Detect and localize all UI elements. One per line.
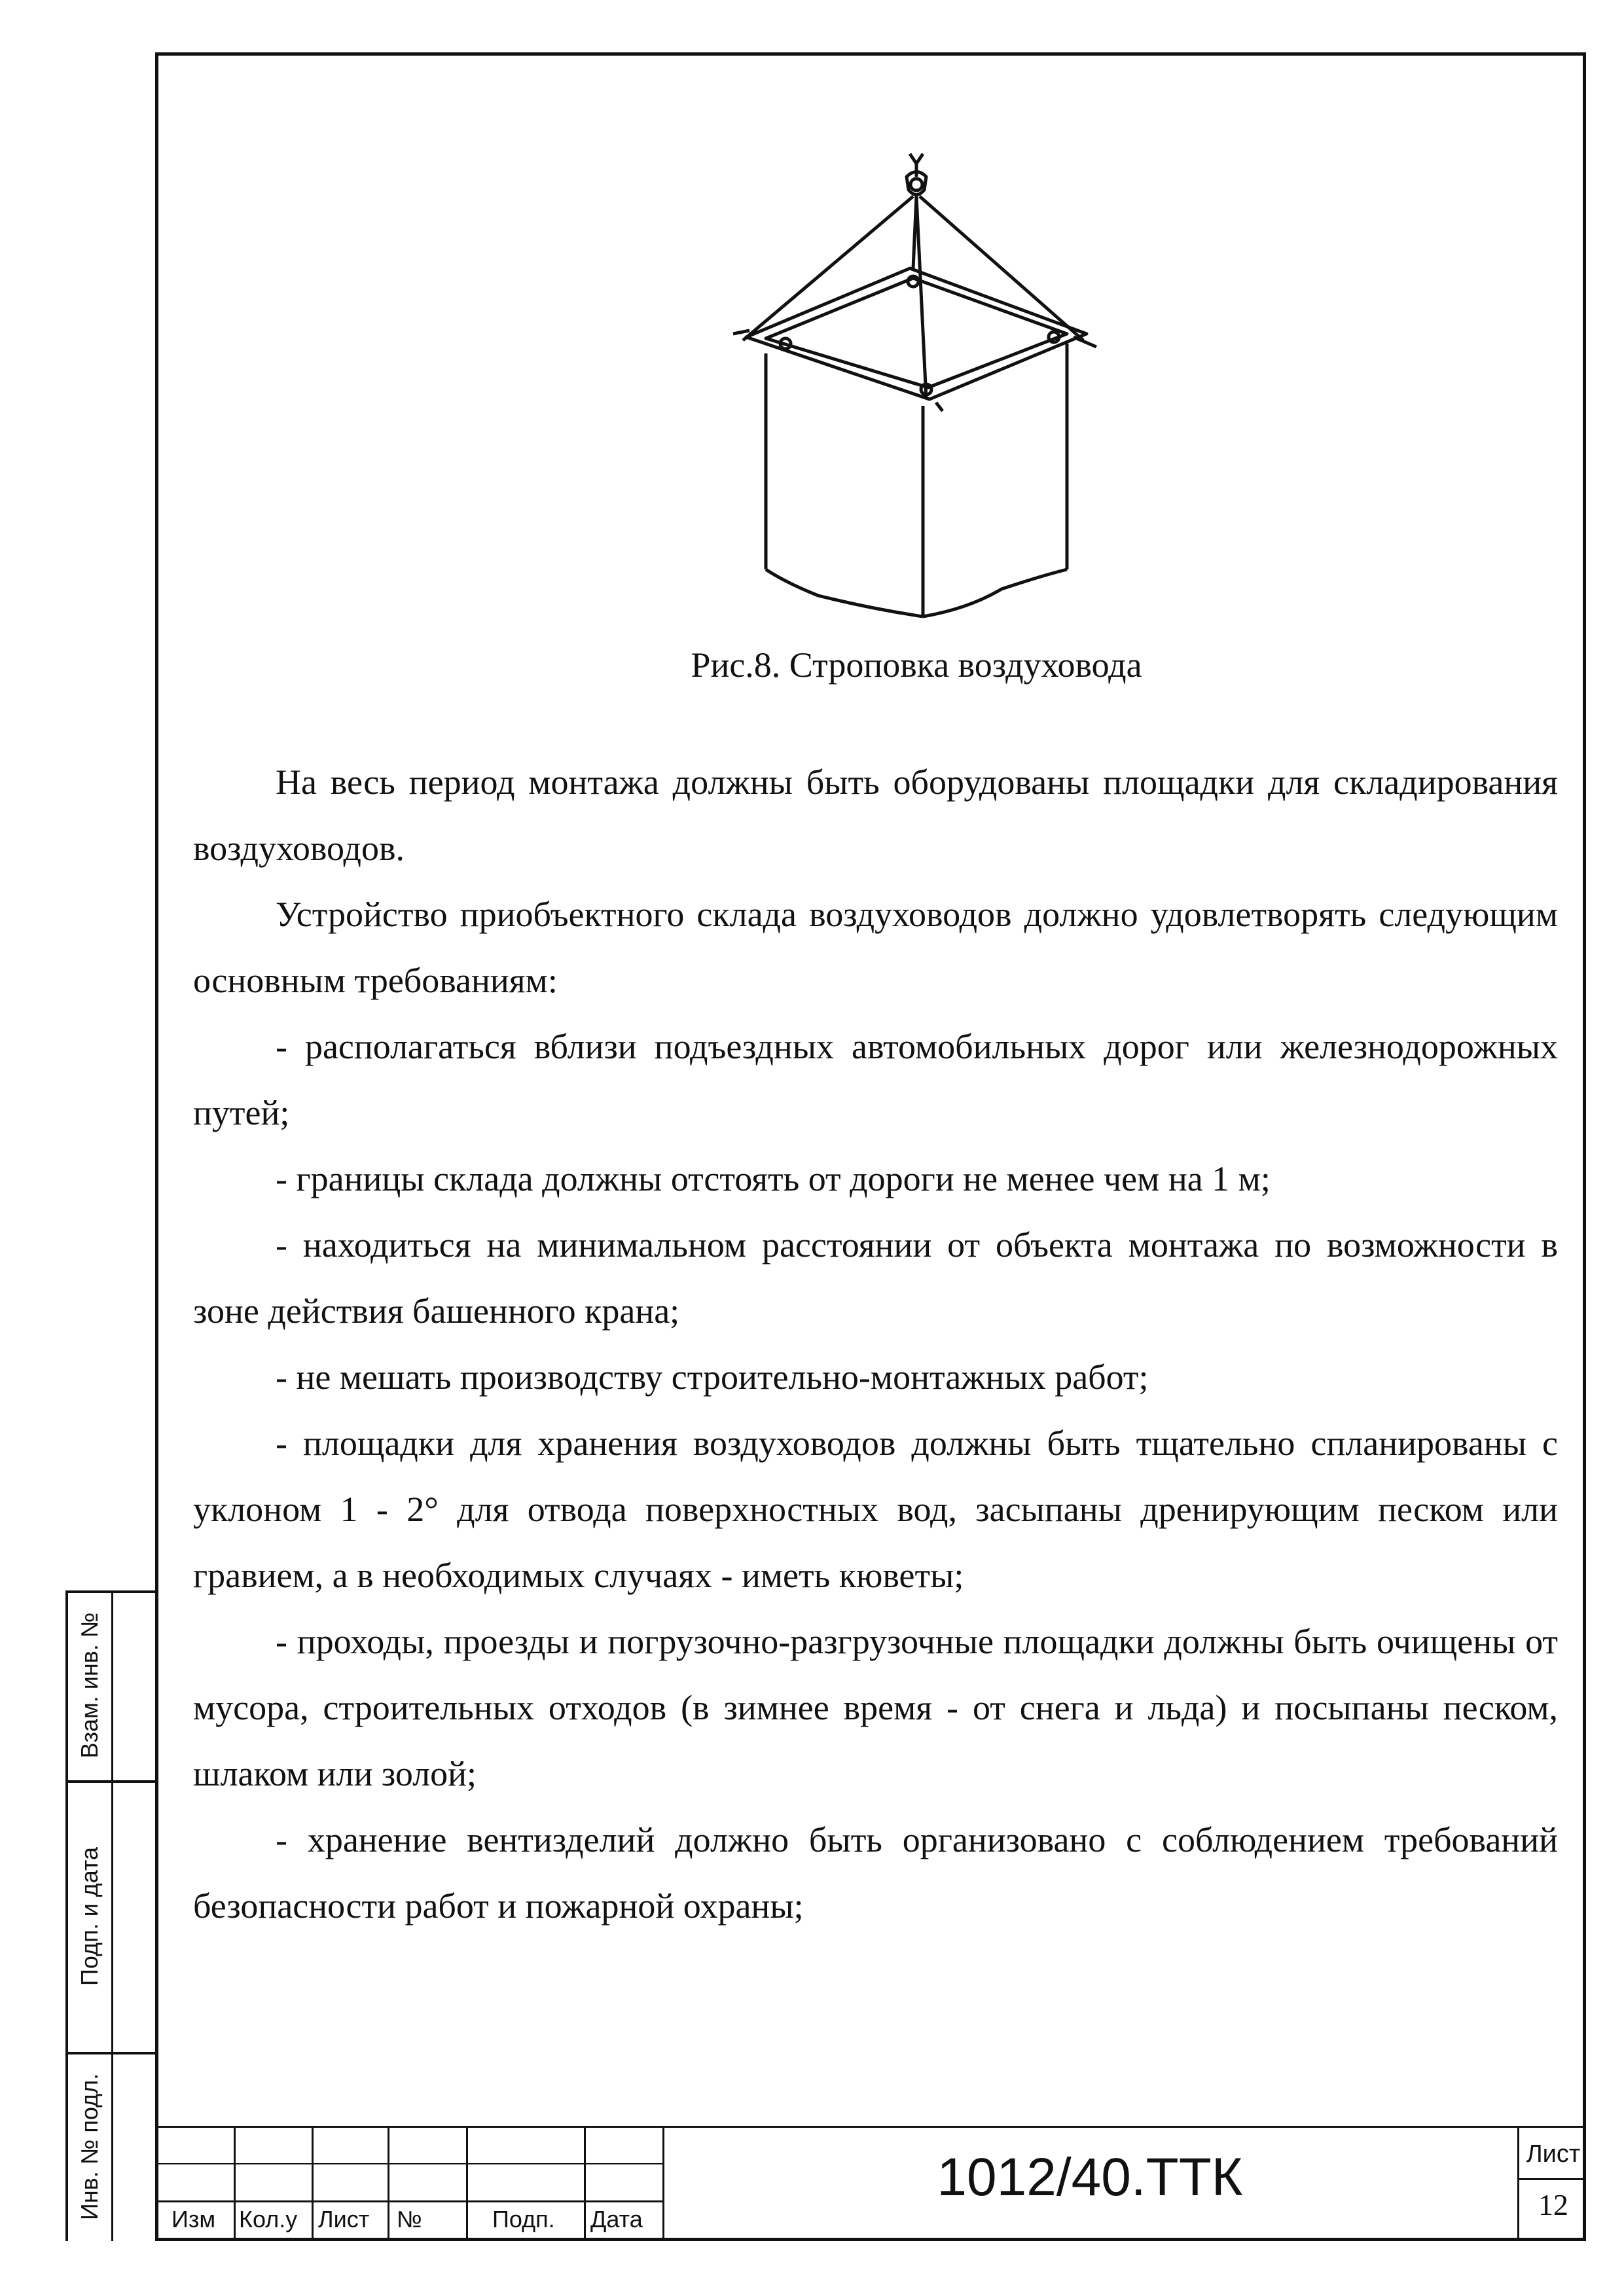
title-block-top-line (158, 2126, 1583, 2128)
paragraph: - не мешать производству строительно-монтажных работ; (276, 1357, 1149, 1397)
duct-slinging-drawing (720, 151, 1113, 622)
col-label-date: Дата (590, 2206, 643, 2233)
paragraph: Устройство приобъектного склада воздуховодов должно удовлетворять следующим основным требованиям: (193, 895, 1558, 1000)
sheet-label: Лист (1526, 2140, 1581, 2168)
document-code: 1012/40.ТТК (937, 2147, 1243, 2207)
title-block-col-line (234, 2126, 236, 2238)
paragraph: - площадки для хранения воздуховодов должны быть тщательно спланированы с уклоном 1 - 2° для отвода поверхностных вод, засыпаны дренирующим песком или гравием, а в необходимых случаях - иметь кюветы; (193, 1424, 1558, 1595)
title-block-col-line (584, 2126, 586, 2238)
col-label-sheet: Лист (318, 2206, 370, 2233)
col-label-change: Изм (171, 2206, 216, 2233)
side-label-replacement-inv: Взам. инв. № (76, 1612, 103, 1759)
title-block-sheet-line (1517, 2178, 1583, 2180)
title-block-col-line (662, 2126, 664, 2238)
col-label-quantity: Кол.у (239, 2206, 298, 2233)
paragraph: - располагаться вблизи подъездных автомобильных дорог или железнодорожных путей; (193, 1027, 1558, 1132)
paragraph: - хранение вентизделий должно быть организовано с соблюдением требований безопасности работ и пожарной охраны; (193, 1820, 1558, 1926)
side-stamp (65, 1590, 155, 2241)
figure-caption: Рис.8. Строповка воздуховода (691, 645, 1142, 685)
title-block-col-line (312, 2126, 314, 2238)
title-block-col-line (1517, 2126, 1519, 2238)
title-block-col-line (466, 2126, 468, 2238)
col-label-signature: Подп. (492, 2206, 555, 2233)
sheet-number: 12 (1538, 2188, 1568, 2221)
side-label-signature-date: Подп. и дата (76, 1846, 103, 1986)
title-block-col-line (388, 2126, 389, 2238)
paragraph: - проходы, проезды и погрузочно-разгрузочные площадки должны быть очищены от мусора, строительных отходов (в зимнее время - от снега и льда) и посыпаны песком, шлаком или золой; (193, 1622, 1558, 1793)
col-label-number: № (397, 2206, 422, 2233)
side-label-original-inv: Инв. № подл. (76, 2073, 103, 2220)
body-text (193, 749, 1558, 1939)
paragraph: На весь период монтажа должны быть оборудованы площадки для складирования воздуховодов. (193, 762, 1558, 868)
paragraph: - границы склада должны отстоять от дороги не менее чем на 1 м; (276, 1159, 1271, 1198)
side-stamp-divider (111, 1590, 113, 2241)
paragraph: - находиться на минимальном расстоянии от объекта монтажа по возможности в зоне действия башенного крана; (193, 1225, 1558, 1331)
